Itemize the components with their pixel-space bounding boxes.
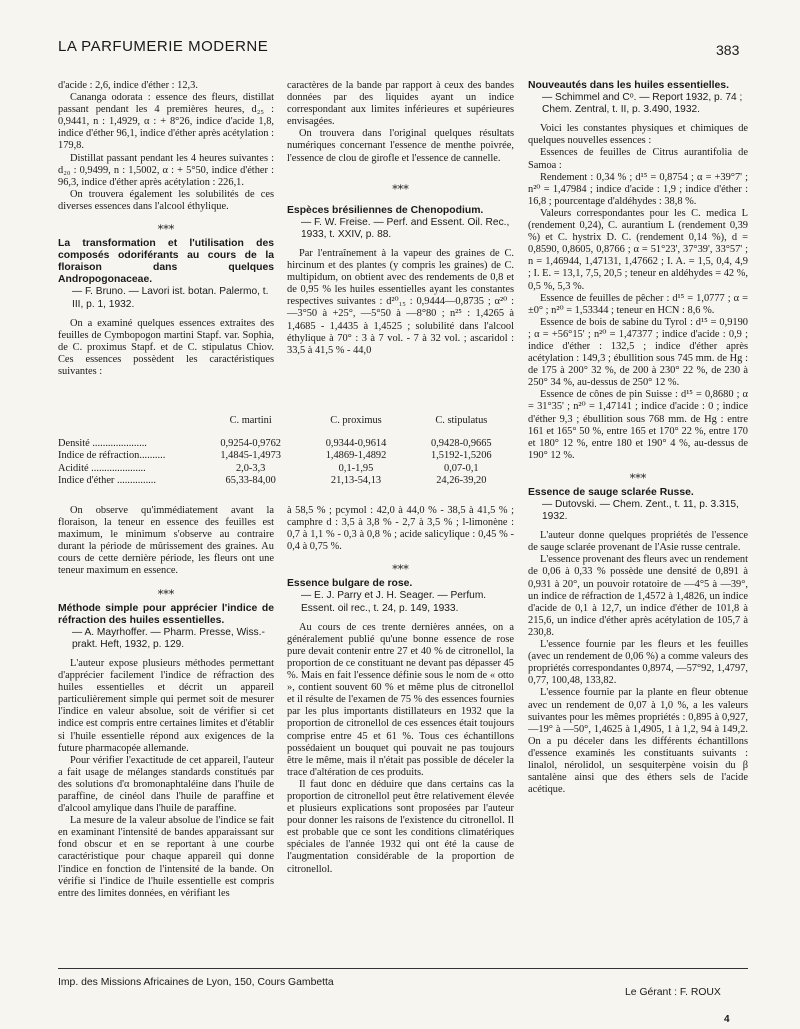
table-header: C. stipulatus <box>435 415 488 426</box>
paragraph: Cananga odorata : essence des fleurs, distillat passant pendant les 4 premières heures, d₂₅ : 0,9441, n : 1,4929, α : + 8°26, indice d'acide 1,8, indice d'éther 96,1, indice d'éther après acétylation : 179,8. <box>58 92 274 152</box>
section-separator: ⁎⁎⁎ <box>392 179 409 192</box>
article-source: — Schimmel and Cᵒ. — Report 1932, p. 74 ; Chem. Zentral, t. II, p. 3.490, 1932. <box>542 92 743 116</box>
article-title: La transformation et l'utilisation des composés odoriférants au cours de la floraison dans quelques Andropogonaceae. <box>58 238 274 286</box>
row-label: Indice de réfraction.......... <box>58 450 166 461</box>
paragraph: Essence de cônes de pin Suisse : d¹⁵ = 0,8680 ; α = 31°35' ; n²⁰ = 1,47141 ; indice d'acide : 0 ; indice d'éther 9,3 ; ébullition sous 768 mm. de Hg : entre 161 et 165° 50 %, entre 165 et 170° 22 %, entre 170 et 180° 12 %, entre 180 et 190° 4 %, au-dessus de 190° 12 %. <box>528 389 748 461</box>
column-2-bottom <box>287 505 514 876</box>
article-source: — Dutovski. — Chem. Zent., t. 11, p. 3.315, 1932. <box>542 499 739 523</box>
table-row <box>58 475 514 488</box>
page-number: 383 <box>716 42 740 58</box>
paragraph: On observe qu'immédiatement avant la floraison, la teneur en essence des feuilles est maximum, le minimum s'observe au contraire durant la période de mûrissement des graines. Au cours de cette dernière période, les fleurs ont une teneur maximum en essence. <box>58 505 274 577</box>
paragraph: Essences de feuilles de Citrus aurantifolia de Samoa : <box>528 147 748 171</box>
paragraph: à 58,5 % ; pcymol : 42,0 à 44,0 % - 38,5 à 41,5 % ; camphre d : 3,5 à 3,8 % - 2,7 à 3,5 % ; l-limonène : 0,7 à 1,1 % - 0,3 à 0,8 % ; acide salicylique : 0,45 % - 0,4 à 0,75 %. <box>287 505 514 553</box>
manager-line: Le Gérant : F. ROUX <box>625 987 721 998</box>
article-source: — A. Mayrhoffer. — Pharm. Presse, Wiss.-prakt. Heft, 1932, p. 129. <box>72 626 265 650</box>
paragraph: Essence de bois de sabine du Tyrol : d¹⁵ = 0,9190 ; α = +56°15' ; n²⁰ = 1,47377 ; indice d'acide : 0,9 ; indice d'éther : 132,5 ; indice d'éther après acétylation : 149,3 ; ébullition sous 745 mm. de Hg : de 175 à 200° 32 %, de 200 à 230° 22 %, de 230 à 250° 34 %, au-dessus de 250° 12 %. <box>528 316 748 389</box>
footer-rule <box>58 968 748 969</box>
paragraph: On trouvera également les solubilités de ces diverses essences dans l'alcool éthylique. <box>58 188 274 212</box>
paragraph: On trouvera dans l'original quelques résultats numériques concernant l'essence de menthe poivrée, l'essence de clou de girofle et l'essence de cannelle. <box>287 128 514 164</box>
table-row <box>58 450 514 463</box>
column-1-bottom <box>58 505 274 900</box>
table-row <box>58 438 514 451</box>
table-cell: 24,26-39,20 <box>436 475 487 486</box>
paragraph: L'essence fournie par les fleurs et les feuilles (avec un rendement de 0,06 %) a comme valeurs des propriétés correspondantes 0,8974, —57°92, 1,4797, 0,77, 100,48, 133,82. <box>528 639 748 687</box>
paragraph: Valeurs correspondantes pour les C. medica L (rendement 0,24), C. aurantium L (rendement 0,39 %) et C. hystrix D. C. (rendement 0,14 %), d = 0,8590, 0,8605, 0,8766 ; α = 51°23', 37°39', 33°57' ; n = 1,46944, 1,47131, 1,47662 ; I. A. = 1,5, 0,4, 4,9 ; I. E. = 13,1, 7,5, 20,5 ; teneur en aldéhydes = 42 %, 0,5 %, 5,3 %. <box>528 207 748 292</box>
paragraph: Essence de feuilles de pêcher : d¹⁵ = 1,0777 ; α = ±0° ; n²⁰ = 1,53344 ; teneur en HCN : 8,6 %. <box>528 292 748 316</box>
paragraph: L'auteur donne quelques propriétés de l'essence de sauge sclarée provenant de l'Asie russe centrale. <box>528 530 748 554</box>
article-source: — F. Bruno. — Lavori ist. botan. Palermo, t. III, p. 1, 1932. <box>72 286 269 310</box>
article-title: Méthode simple pour apprécier l'indice de réfraction des huiles essentielles. <box>58 602 274 626</box>
article-source: — F. W. Freise. — Perf. and Essent. Oil. Rec., 1933, t. XXIV, p. 88. <box>301 216 510 240</box>
table-header: C. proximus <box>330 415 382 426</box>
table-row <box>58 463 514 476</box>
paragraph: L'essence fournie par la plante en fleur obtenue avec un rendement de 0,07 à 1,0 %, a les valeurs suivantes pour les mêmes propriétés : 0,895 à 0,927, —19° à —50°, 1,4625 à 1,4905, 1 à 1,2, 94 à 149,2. On a pu déceler dans les différents échantillons d'essence examinés les constituants suivants : linalol, nérolidol, un sesquiterpène voisin du β santalène ainsi que des éthers sels de l'acide acétique. <box>528 687 748 796</box>
article-title: Essence bulgare de rose. <box>287 578 413 590</box>
paragraph: Au cours de ces trente dernières années, on a généralement publié qu'une bonne essence de rose pure devait contenir entre 27 et 40 % de citronellol, la proportion de ce constituant ne devant pas dépasser 45 %. Mais en fait l'essence définie sous le nom de « otto », contient souvent 60 % et même plus de citronellol et il résulte de l'examen de 75 % des essences fournies par les plus importants distillateurs en 1932 que la proportion de citronellol de ces essences était toujours comprise entre 45 et 61 %. Tous ces échantillons possédaient un bouquet qui pouvait ne pas toujours être le même, mais il n'était pas possible de déceler la trace d'altération de ces produits. <box>287 621 514 778</box>
table-cell: 2,0-3,3 <box>235 462 266 474</box>
paragraph: On a examiné quelques essences extraites des feuilles de Cymbopogon martini Stapf. var. Sophia, de C. proximus Stapf. et de C. stipulatus Chiov. Ces essences possèdent les caractéristiques suivantes : <box>58 317 274 377</box>
paragraph: L'essence provenant des fleurs avec un rendement de 0,06 à 0,33 % possède une densité de 0,891 à 0,931 à 20°, un pouvoir rotatoire de —4°5 à —39°, un indice de réfraction de 1,4572 à 1,4826, un indice d'acide de 0,1 à 12,7, un indice d'éther de 101,8 à 215,6, un indice d'éther après acétylation de 105,7 à 230,8. <box>528 554 748 638</box>
paragraph: Pour vérifier l'exactitude de cet appareil, l'auteur a fait usage de mélanges standards constitués par des solutions d'α bromonaphtaléine dans l'huile de paraffine, de cinéol dans l'huile de paraffine et d'alcool amylique dans l'huile de paraffine. <box>58 754 274 815</box>
printer-line: Imp. des Missions Africaines de Lyon, 150, Cours Gambetta <box>58 977 334 988</box>
paragraph: Voici les constantes physiques et chimiques de quelques nouvelles essences : <box>528 123 748 147</box>
table-cell: 65,33-84,00 <box>225 475 276 486</box>
table-cell: 1,4845-1,4973 <box>220 450 281 461</box>
table-cell: 1,5192-1,5206 <box>431 450 492 461</box>
column-3 <box>528 80 748 796</box>
journal-title: LA PARFUMERIE MODERNE <box>58 38 269 55</box>
section-separator: ⁎⁎⁎ <box>157 220 175 233</box>
paragraph: Rendement : 0,34 % ; d¹⁵ = 0,8754 ; α = +39°7' ; n²⁰ = 1,47984 ; indice d'acide : 1,9 ; indice d'éther : 16,8 ; pourcentage d'aldéhydes : 38,8 %. <box>528 171 748 207</box>
paragraph: Distillat passant pendant les 4 heures suivantes : d₂₀ : 0,9499, n : 1,5002, α : + 5°50, indice d'éther : 96,3, indice d'éther après acétylation : 226,1. <box>58 152 274 188</box>
table-header-empty <box>58 414 198 438</box>
article-title: Espèces brésiliennes de Chenopodium. <box>287 204 484 216</box>
article-title: Essence de sauge sclarée Russe. <box>528 486 694 498</box>
paragraph: L'auteur expose plusieurs méthodes permettant d'apprécier facilement l'indice de réfraction des huiles essentielles et décrit un appareil particulièrement simple qui permet soit de mesurer l'indice en valeur absolue, soit de vérifier si cet indice est compris entre certaines limites et d'établir si l'huile essentielle répond aux exigences de la future pharmacopée allemande. <box>58 657 274 754</box>
article-title: Nouveautés dans les huiles essentielles. <box>528 80 729 91</box>
paragraph: Il faut donc en déduire que dans certains cas la proportion de citronellol peut être relativement élevée et plusieurs explications sont proposées par l'auteur pour donner les raisons de l'existence du citronellol. Il est probable que ce sont les conditions climatériques spéciales de l'année 1932 qui ont été la cause de l'augmentation considérable de la proportion de citronellol. <box>287 778 514 875</box>
column-1-top <box>58 80 274 378</box>
section-separator: ⁎⁎⁎ <box>629 468 647 481</box>
paragraph: d'acide : 2,6, indice d'éther : 12,3. <box>58 80 198 91</box>
row-label: Indice d'éther ............... <box>58 475 156 486</box>
essences-table <box>58 414 514 488</box>
article-source: — E. J. Parry et J. H. Seager. — Perfum. Essent. oil rec., t. 24, p. 149, 1933. <box>301 590 487 614</box>
table-cell: 0,9344-0,9614 <box>325 437 387 449</box>
table-cell: 1,4869-1,4892 <box>325 450 387 461</box>
section-separator: ⁎⁎⁎ <box>157 584 175 597</box>
table-cell: 21,13-54,13 <box>330 475 382 486</box>
column-2-top <box>287 80 514 357</box>
section-separator: ⁎⁎⁎ <box>392 560 409 573</box>
table-cell: 0,1-1,95 <box>338 462 374 474</box>
table-cell: 0,07-0,1 <box>444 462 479 474</box>
table-cell: 0,9254-0,9762 <box>220 437 281 449</box>
sheet-number: 4 <box>724 1014 730 1025</box>
paragraph: Par l'entraînement à la vapeur des graines de C. hircinum et des plantes (y compris les graines) de C. multipidum, on obtient avec des rendements de 0,8 et de 0,95 % les huiles essentielles ayant les constantes respectives suivantes : d²⁰₁₅ : 0,9444—0,8735 ; α²⁰ : —3°50 à +25°, —5°50 à —8°80 ; n²⁵ : 1,4265 à 1,4685 - 1,4435 à 1,4525 ; solubilité dans l'alcool éthylique à 70° : 3 à 7 vol. - 7 à 32 vol. ; ascaridol : 33,5 à 41,5 % - 44,0 <box>287 247 514 356</box>
paragraph: caractères de la bande par rapport à ceux des bandes données par des liquides ayant un indice correspondant aux limites inférieures et supérieures envisagées. <box>287 80 514 128</box>
table-header: C. martini <box>229 415 272 426</box>
paragraph: La mesure de la valeur absolue de l'indice se fait en examinant l'intensité de bandes apparaissant sur fond obscur et en se reportant à une courbe caractéristique pour chaque appareil qui donne l'indice en fonction de l'intensité de la bande. On vérifie si l'indice de l'huile essentielle est compris entre des limites données, en vérifiant les <box>58 815 274 899</box>
row-label: Densité ..................... <box>58 437 147 449</box>
row-label: Acidité ..................... <box>58 462 146 474</box>
table-cell: 0,9428-0,9665 <box>431 437 492 449</box>
